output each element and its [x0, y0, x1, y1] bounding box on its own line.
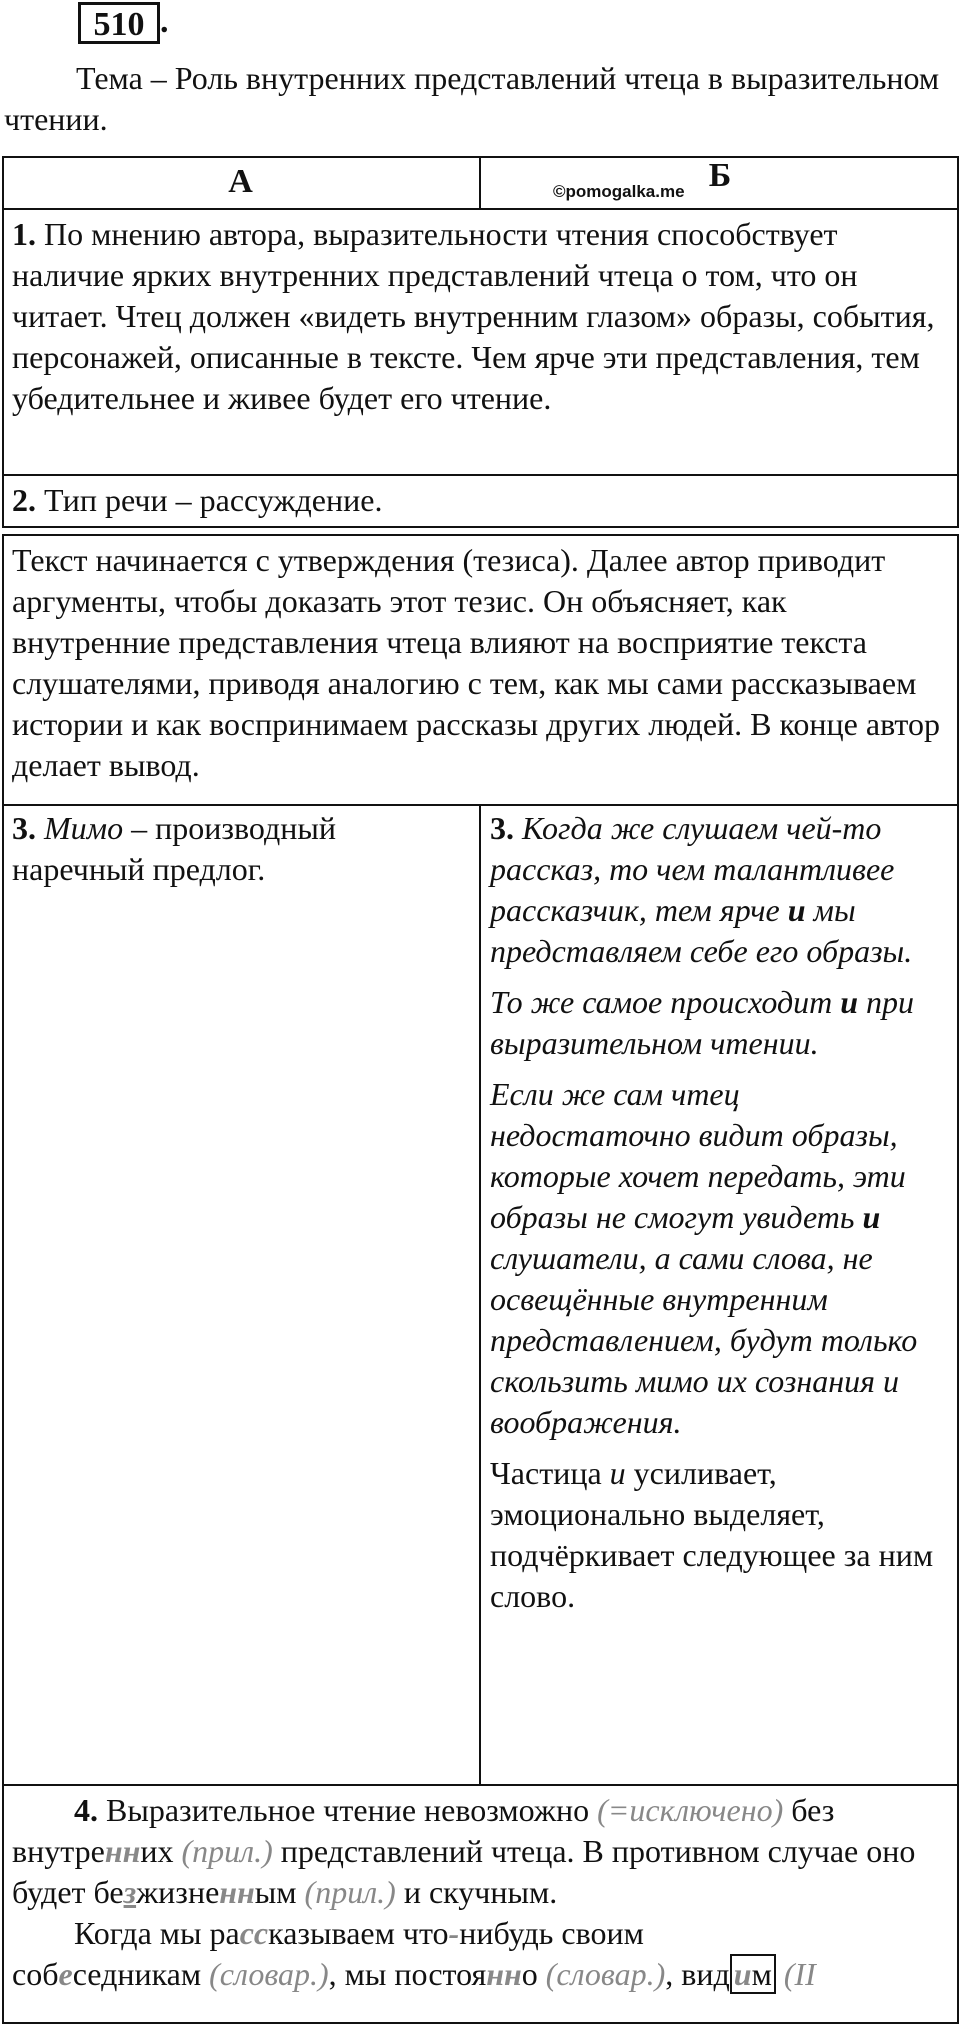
- row-3b-paragraph-2: [490, 982, 940, 1064]
- row-4-number: 4.: [74, 1792, 98, 1828]
- row-4-s4: Когда мы ра: [74, 1915, 240, 1951]
- row-4-s4b: казываем что: [268, 1915, 449, 1951]
- row-4-s3c: ым: [254, 1874, 305, 1910]
- row-4-note: (II: [775, 1956, 816, 1992]
- row-4-orthogram: нн: [219, 1874, 255, 1910]
- row-4-orthogram: и: [733, 1956, 752, 1992]
- row-4-s3b: жизне: [136, 1874, 220, 1910]
- row-4-s4c: нибудь своим: [459, 1915, 644, 1951]
- row-4-ending-box: [730, 1954, 776, 1994]
- row-1-text: [12, 214, 942, 419]
- row-3a-rest: – производный наречный предлог.: [12, 810, 336, 887]
- row-4-s3: представлений чтеца. В противном случае оно будет бе: [12, 1833, 916, 1910]
- row-3b-p3-a: Если же сам чтец недостаточно видит образы, которые хочет передать, эти образы не смогут увидеть: [490, 1076, 906, 1235]
- row-3b-text: [490, 808, 940, 1627]
- row-4-note: (прил.): [304, 1874, 396, 1910]
- column-b-header: Б: [708, 157, 732, 194]
- row-3b-p3-b: слушатели, а сами слова, не освещённые внутренним представлением, будут только скользить мимо их сознания и воображения.: [490, 1240, 918, 1440]
- column-divider: [479, 156, 481, 210]
- row-3b-p1-a: Когда же слушаем чей-то рассказ, то чем талантливее рассказчик, тем ярче: [490, 810, 895, 928]
- row-4-s5d: о: [521, 1956, 546, 1992]
- row-3b-p2-b: при выразительном чтении.: [490, 984, 915, 1061]
- row-3a-word: Мимо: [44, 810, 124, 846]
- row-4-orthogram: нн: [104, 1833, 141, 1869]
- row-3b-p4-b: усиливает, эмоционально выделяет, подчёркивает следующее за ним слово.: [490, 1455, 934, 1614]
- particle-i: и: [609, 1455, 626, 1491]
- row-3b-p2-a: То же самое происходит: [490, 984, 841, 1020]
- row-4-orthogram: сс: [239, 1915, 269, 1951]
- row-3b-p4-a: Частица: [490, 1455, 610, 1491]
- row-4-s5: соб: [12, 1956, 59, 1992]
- row-4-note: (словар.): [545, 1956, 666, 1992]
- row-4-s5b: седникам: [72, 1956, 210, 1992]
- row-4-orthogram: е: [58, 1956, 73, 1992]
- row-4-note: (прил.): [181, 1833, 273, 1869]
- particle-i: и: [840, 984, 859, 1020]
- row-3b-paragraph-1: [490, 808, 940, 972]
- task-number: 510: [78, 2, 160, 44]
- row-4-s3-end: и скучным.: [395, 1874, 558, 1910]
- row-3a-text: [12, 808, 462, 890]
- row-4-s5e: , вид: [665, 1956, 730, 1992]
- row-2-number: 2.: [12, 482, 36, 518]
- row-3b-p1-b: мы представляем себе его образы.: [490, 892, 913, 969]
- row-4-orthogram: -: [448, 1915, 460, 1951]
- row-3b-number: 3.: [490, 810, 514, 846]
- watermark: ©pomogalka.me: [553, 182, 685, 201]
- intro-text: Тема – Роль внутренних представлений чтеца в выразительном чтении.: [4, 60, 940, 137]
- row-4-paragraph-2: [12, 1913, 942, 1954]
- row-4-note: (словар.): [209, 1956, 329, 1992]
- task-number-dot: .: [160, 3, 169, 40]
- row-4-line-5: [12, 1954, 942, 1995]
- row-4-orthogram: нн: [486, 1956, 522, 1992]
- row-4-orthogram: з: [123, 1874, 137, 1910]
- row-2b-text: Текст начинается с утверждения (тезиса). Далее автор приводит аргументы, чтобы доказать этот тезис. Он объясняет, как внутренние представления чтеца влияют на восприятие текста слушателями, приводя аналогию с тем, как мы сами рассказываем истории и как воспринимаем рассказы других людей. В конце автор делает вывод.: [12, 542, 940, 783]
- row-4-s1: Выразительное чтение невозможно: [98, 1792, 598, 1828]
- particle-i: и: [862, 1199, 881, 1235]
- row-1-number: 1.: [12, 216, 36, 252]
- row-4-s2: без внутре: [12, 1792, 835, 1869]
- row-4-s2b: их: [140, 1833, 182, 1869]
- row-3b-paragraph-3: [490, 1074, 940, 1443]
- row-2-body: Тип речи – рассуждение.: [36, 482, 383, 518]
- particle-i: и: [787, 892, 806, 928]
- row-1-body: По мнению автора, выразительности чтения способствует наличие ярких внутренних представлений чтеца о том, что он читает. Чтец должен «видеть внутренним глазом» образы, события, персонажей, описанные в тексте. Чем ярче эти представления, тем убедительнее и живее будет его чтение.: [12, 216, 935, 416]
- column-divider: [479, 804, 481, 1786]
- row-4-s5m: м: [751, 1956, 772, 1992]
- column-a-header: А: [228, 163, 253, 200]
- row-3b-paragraph-4: [490, 1453, 940, 1617]
- row-4-note: (=исключено): [597, 1792, 784, 1828]
- row-3a-number: 3.: [12, 810, 36, 846]
- row-4-s5c: , мы постоя: [328, 1956, 487, 1992]
- row-4-text: [12, 1790, 942, 1995]
- row-2-text: [12, 480, 942, 521]
